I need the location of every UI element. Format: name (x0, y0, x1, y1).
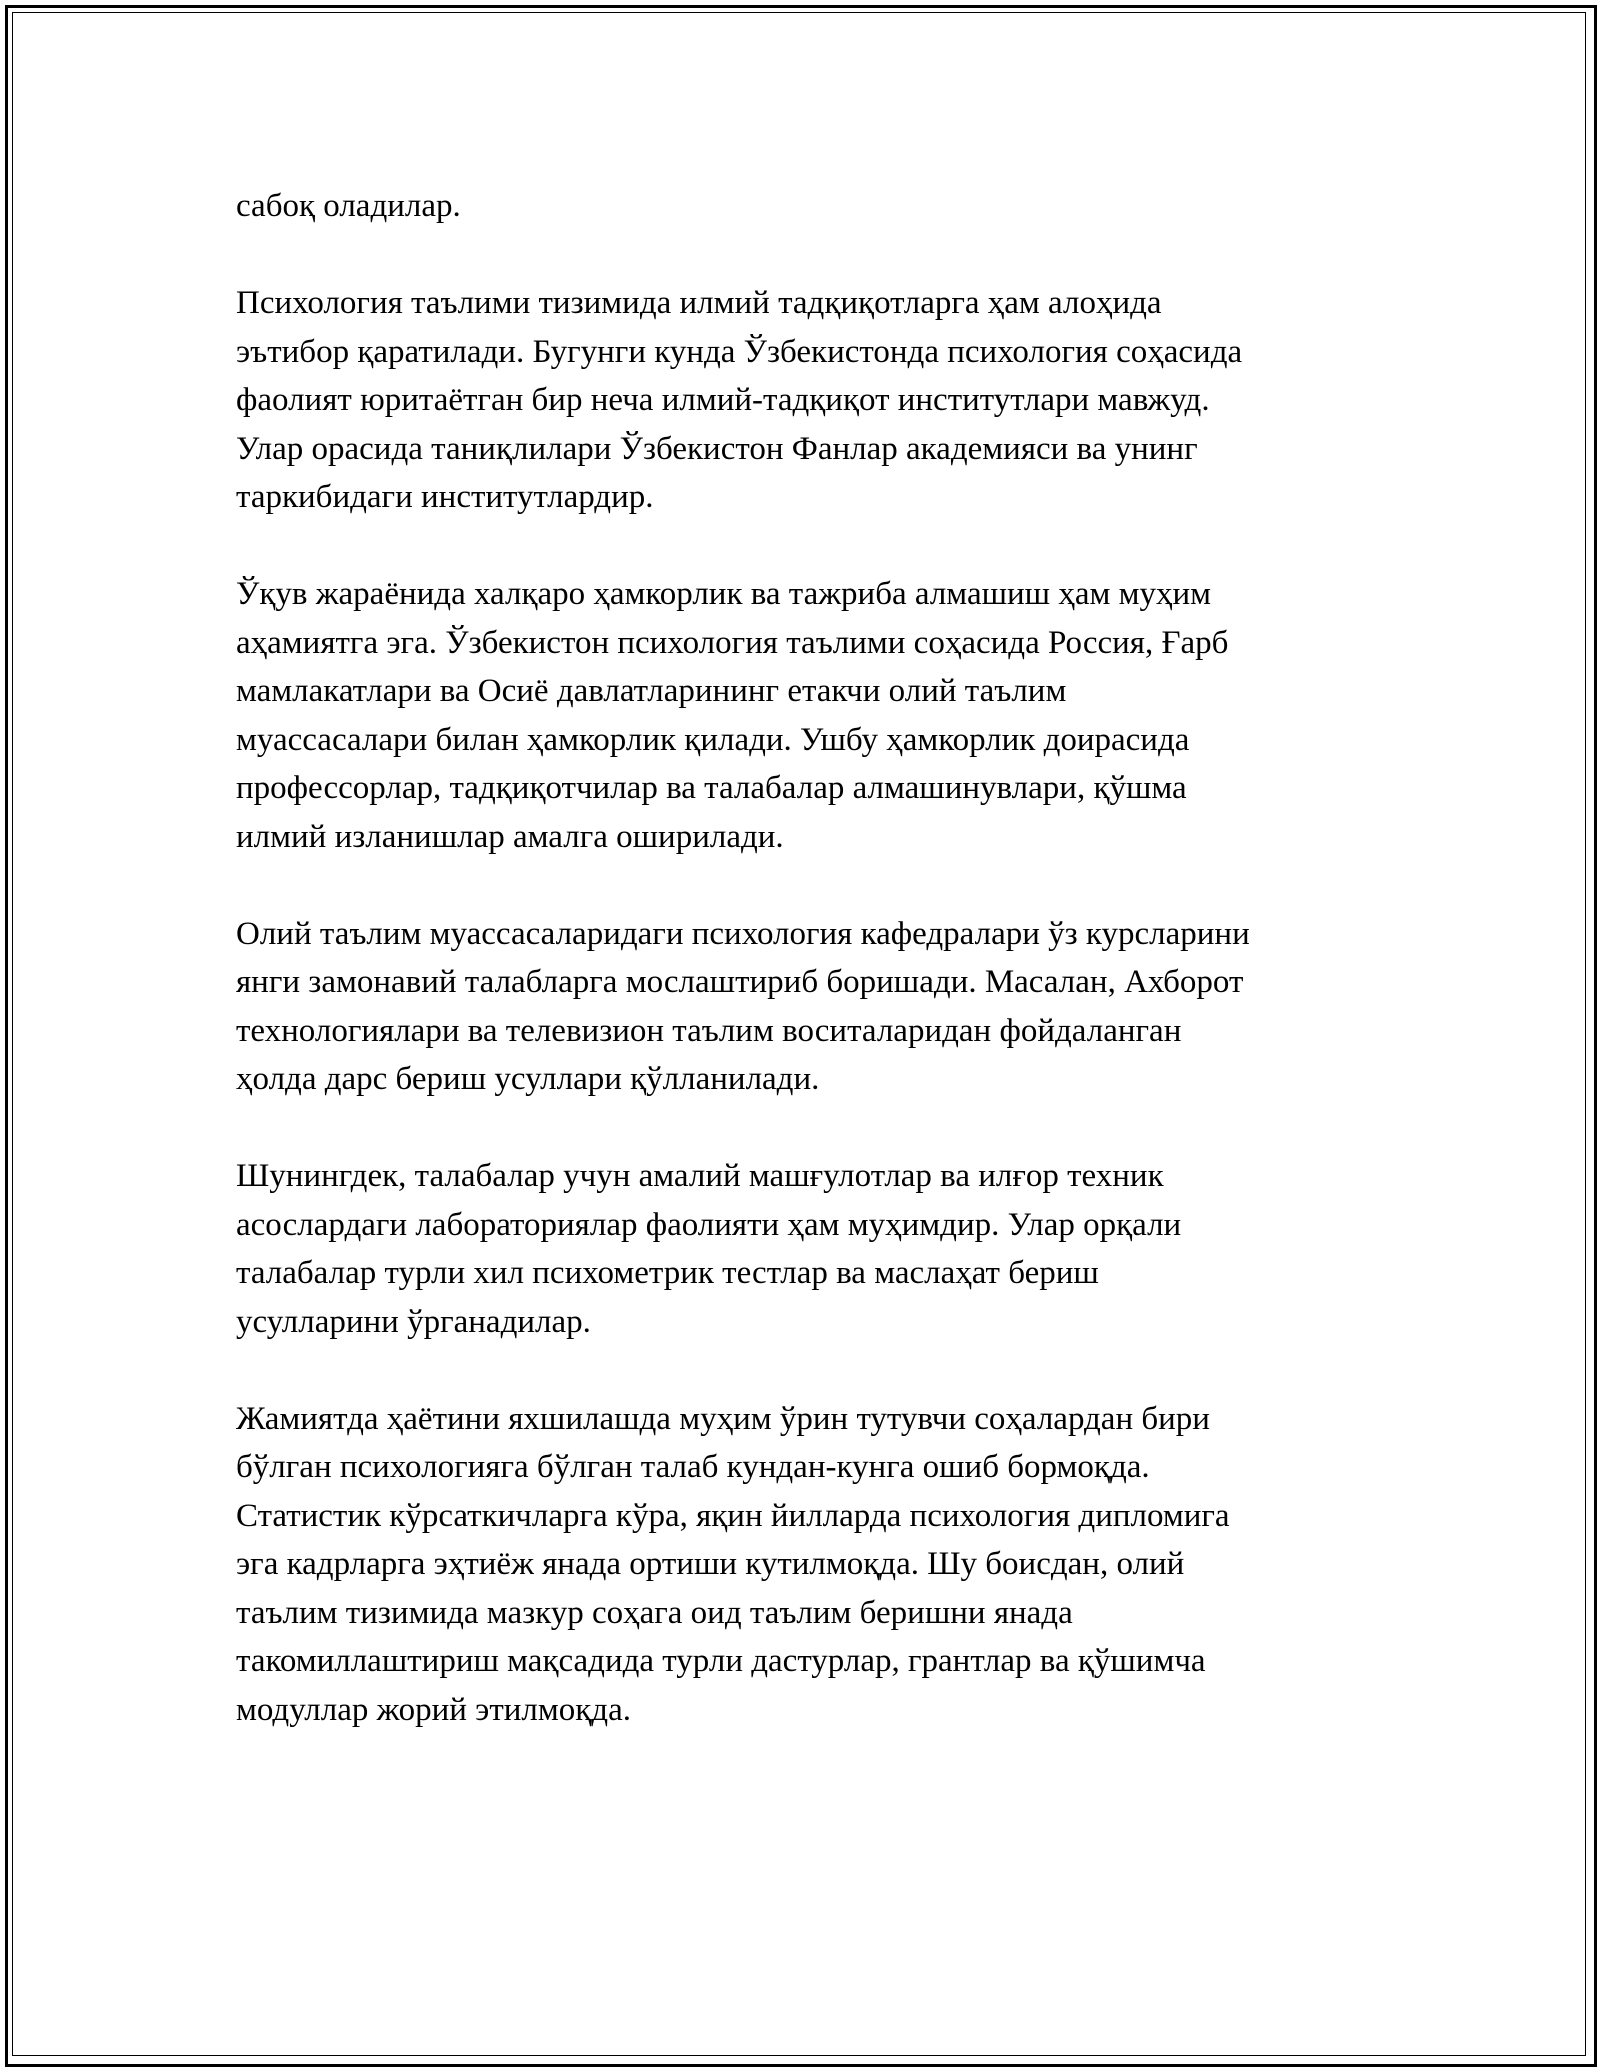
paragraph-3 (236, 570, 1386, 861)
paragraph-5 (236, 1152, 1386, 1346)
text-line: бўлган психологияга бўлган талаб кундан-кунга ошиб бормоқда. (236, 1449, 1150, 1485)
text-line: муассасалари билан ҳамкорлик қилади. Ушбу ҳамкорлик доирасида (236, 721, 1190, 758)
text-line: Шунингдек, талабалар учун амалий машғулотлар ва илғор техник (236, 1158, 1164, 1194)
text-line: Улар орасида таниқлилари Ўзбекистон Фанлар академияси ва унинг (236, 430, 1198, 467)
text-line: таълим тизимида мазкур соҳага оид таълим беришни янада (236, 1594, 1073, 1631)
text-line: мамлакатлари ва Осиё давлатларининг етакчи олий таълим (236, 673, 1067, 709)
paragraph-4 (236, 910, 1386, 1104)
text-line: Статистик кўрсаткичларга кўра, яқин йилларда психология дипломига (236, 1497, 1230, 1534)
text-line: такомиллаштириш мақсадида турли дастурлар, грантлар ва қўшимча (236, 1643, 1206, 1679)
text-line: янги замонавий талабларга мослаштириб боришади. Масалан, Ахборот (236, 964, 1244, 1000)
text-line: аҳамиятга эга. Ўзбекистон психология таълими соҳасида Россия, Ғарб (236, 624, 1229, 661)
text-line: ҳолда дарс бериш усуллари қўлланилади. (236, 1061, 820, 1097)
text-line: эга кадрларга эҳтиёж янада ортиши кутилмоқда. Шу боисдан, олий (236, 1546, 1185, 1582)
text-line: Психология таълими тизимида илмий тадқиқотларга ҳам алоҳида (236, 285, 1162, 321)
text-line: сабоқ оладилар. (236, 188, 461, 224)
text-line: асослардаги лабораториялар фаолияти ҳам муҳимдир. Улар орқали (236, 1206, 1182, 1243)
text-line: усулларини ўрганадилар. (236, 1303, 591, 1340)
text-line: профессорлар, тадқиқотчилар ва талабалар алмашинувлари, қўшма (236, 770, 1187, 806)
text-line: модуллар жорий этилмоқда. (236, 1691, 631, 1728)
text-line: Жамиятда ҳаётини яхшилашда муҳим ўрин тутувчи соҳалардан бири (236, 1400, 1210, 1437)
text-line: талабалар турли хил психометрик тестлар ва маслаҳат бериш (236, 1255, 1099, 1291)
paragraph-6 (236, 1395, 1386, 1735)
text-line: таркибидаги институтлардир. (236, 479, 654, 515)
text-line: илмий изланишлар амалга оширилади. (236, 818, 784, 855)
paragraph-2 (236, 279, 1386, 522)
paragraph-1 (236, 182, 1386, 231)
text-line: Ўқув жараёнида халқаро ҳамкорлик ва тажриба алмашиш ҳам муҳим (236, 576, 1212, 612)
text-line: технологиялари ва телевизион таълим воситаларидан фойдаланган (236, 1012, 1182, 1049)
document-body (236, 182, 1386, 1783)
text-line: эътибор қаратилади. Бугунги кунда Ўзбекистонда психология соҳасида (236, 333, 1243, 370)
text-line: Олий таълим муассасаларидаги психология кафедралари ўз курсларини (236, 915, 1250, 952)
text-line: фаолият юритаётган бир неча илмий-тадқиқот институтлари мавжуд. (236, 382, 1210, 418)
